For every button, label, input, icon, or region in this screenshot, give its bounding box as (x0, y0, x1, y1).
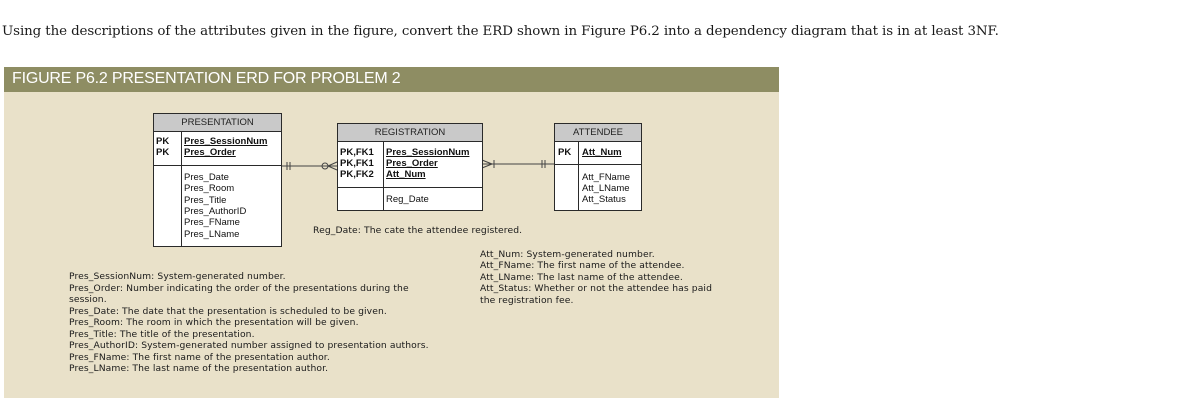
presentation-entity-name: PRESENTATION (154, 114, 281, 132)
registration-attr: Reg_Date (386, 194, 429, 205)
presentation-entity (153, 113, 282, 247)
presentation-note: Pres_SessionNum: System-generated number. (69, 271, 286, 282)
registration-key-label: PK,FK1 (340, 147, 374, 158)
registration-entity (337, 123, 483, 211)
attendee-note: Att_Status: Whether or not the attendee has paid (480, 283, 713, 294)
attendee-attr: Att_FName (582, 172, 631, 183)
figure-panel (4, 67, 779, 398)
attendee-entity (554, 123, 642, 211)
registration-key-label: PK,FK1 (340, 158, 374, 169)
registration-key-label: PK,FK2 (340, 169, 374, 180)
attendee-note: the registration fee. (480, 295, 574, 306)
figure-title: FIGURE P6.2 PRESENTATION ERD FOR PROBLEM 2 (12, 70, 401, 87)
presentation-attr: Pres_Room (184, 183, 235, 194)
attendee-key-label: PK (558, 147, 572, 158)
presentation-attr: Pres_LName (184, 229, 240, 240)
reg-crow-4 (482, 164, 492, 168)
presentation-attr: Pres_Date (184, 172, 229, 183)
presentation-attr-key-column (154, 166, 182, 246)
registration-pk-attr: Pres_Order (386, 158, 438, 169)
registration-entity-name: REGISTRATION (338, 124, 482, 142)
presentation-pk-attr: Pres_SessionNum (184, 136, 268, 147)
presentation-note: Pres_Date: The date that the presentation is scheduled to be given. (69, 306, 387, 317)
attendee-pk-attr: Att_Num (582, 147, 622, 158)
attendee-note: Att_FName: The first name of the attendee. (480, 260, 685, 271)
presentation-note: Pres_Room: The room in which the presentation will be given. (69, 317, 359, 328)
registration-divider (338, 187, 482, 188)
presentation-note: session. (69, 294, 107, 305)
presentation-attr: Pres_AuthorID (184, 206, 247, 217)
presentation-note: Pres_LName: The last name of the presentation author. (69, 363, 329, 374)
attendee-attr: Att_Status (582, 194, 626, 205)
reg-crow-1 (328, 162, 337, 166)
presentation-note: Pres_Order: Number indicating the order of the presentations during the (69, 283, 409, 294)
presentation-note: Pres_Title: The title of the presentation. (69, 329, 255, 340)
presentation-key-label: PK (156, 136, 170, 147)
presentation-note: Pres_AuthorID: System-generated number assigned to presentation authors. (69, 340, 429, 351)
attendee-note: Att_Num: System-generated number. (480, 249, 655, 260)
reg-crow-3 (482, 160, 492, 164)
reg-date-note: Reg_Date: The cate the attendee registered. (313, 225, 523, 236)
presentation-attr: Pres_Title (184, 195, 227, 206)
attendee-attr: Att_LName (582, 183, 630, 194)
question-text: Using the descriptions of the attributes given in the figure, convert the ERD shown in Figure P6.2 into a dependency diagram that is in at least 3NF. (2, 24, 999, 39)
registration-pk-attr: Att_Num (386, 169, 426, 180)
presentation-note: Pres_FName: The first name of the presentation author. (69, 352, 330, 363)
presentation-pk-attr: Pres_Order (184, 147, 236, 158)
attendee-note: Att_LName: The last name of the attendee. (480, 272, 683, 283)
presentation-key-label: PK (156, 147, 170, 158)
registration-pk-attr: Pres_SessionNum (386, 147, 470, 158)
presentation-attr: Pres_FName (184, 217, 240, 228)
reg-crow-2 (328, 166, 337, 170)
attendee-divider (555, 164, 641, 165)
attendee-entity-name: ATTENDEE (555, 124, 641, 142)
